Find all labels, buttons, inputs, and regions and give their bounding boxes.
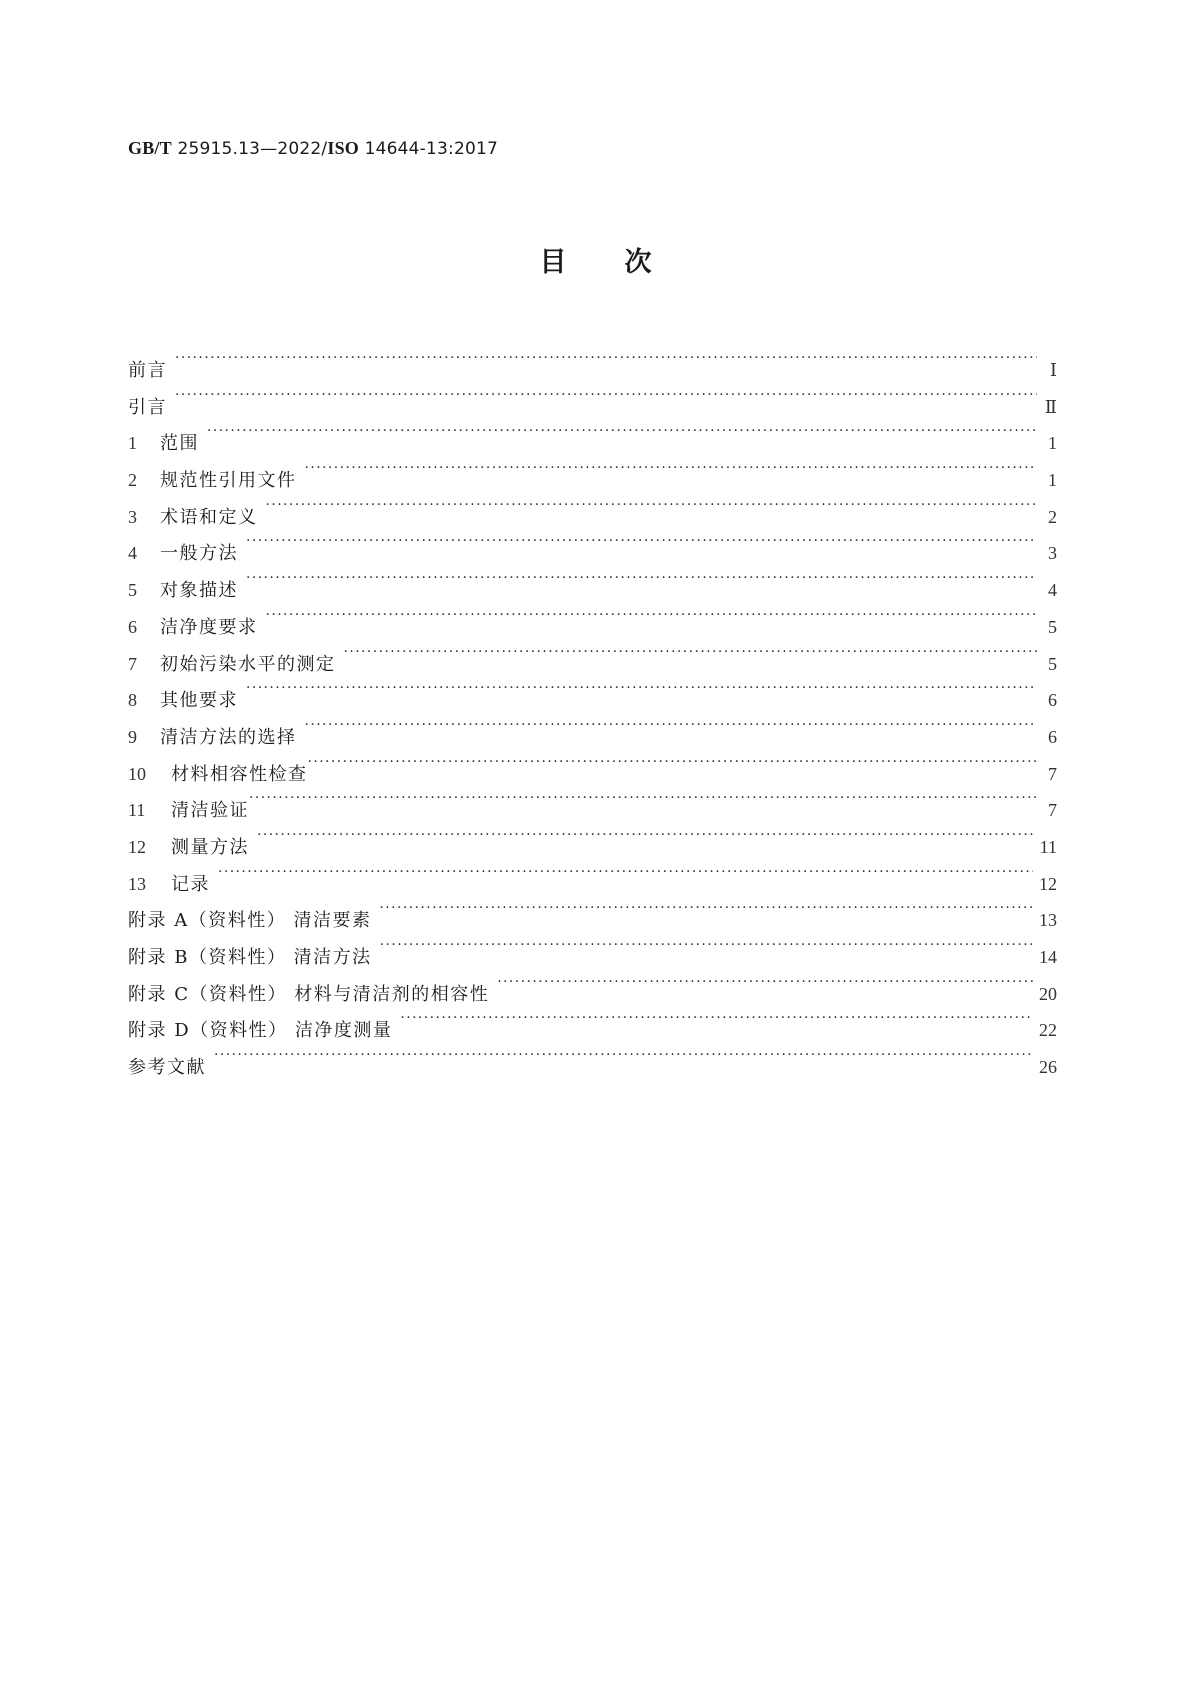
- toc-entry-number: 1: [128, 433, 137, 454]
- toc-entry-11[interactable]: [128, 780, 1057, 822]
- toc-entry-label: 附录 D（资料性） 洁净度测量: [128, 1020, 393, 1042]
- dot-leader: [305, 450, 1038, 486]
- toc-entry-number: 12: [128, 836, 146, 857]
- toc-entry-page: 11: [1039, 836, 1057, 857]
- dot-leader: [246, 670, 1037, 706]
- dot-leader: [344, 634, 1038, 670]
- toc-entry-label: 洁净度要求: [160, 616, 258, 638]
- toc-entry-page: 6: [1048, 726, 1057, 747]
- toc-entry-label: 材料相容性检查: [171, 763, 308, 785]
- dot-leader: [379, 890, 1033, 926]
- toc-entry-page: 7: [1048, 763, 1057, 784]
- toc-entry-label: 附录 B（资料性） 清洁方法: [128, 947, 372, 968]
- dot-leader: [400, 1000, 1033, 1036]
- document-header: [128, 138, 498, 159]
- dot-leader: [308, 744, 1038, 780]
- toc-entry-number: 10: [128, 763, 146, 784]
- toc-entry-1[interactable]: [128, 413, 1057, 455]
- dot-leader: [214, 1037, 1033, 1073]
- dot-leader: [305, 707, 1038, 743]
- toc-entry-3[interactable]: [128, 487, 1057, 528]
- toc-entry-number: 11: [128, 800, 146, 821]
- toc-entry-page: 7: [1048, 800, 1057, 821]
- toc-entry-label: 术语和定义: [160, 506, 258, 528]
- standard-number: 25915.13—2022/: [177, 139, 328, 159]
- toc-entry-page: 5: [1048, 616, 1057, 637]
- toc-entry-label: 清洁验证: [171, 800, 249, 822]
- toc-entry-label: 清洁方法的选择: [160, 726, 297, 748]
- toc-entry-page: 1: [1048, 433, 1057, 454]
- toc-entry-page: 26: [1039, 1057, 1057, 1078]
- toc-entry-label: 记录: [171, 873, 210, 895]
- toc-entry-page: 1: [1048, 470, 1057, 491]
- dot-leader: [246, 560, 1037, 596]
- iso-code: ISO: [327, 138, 359, 158]
- dot-leader: [218, 854, 1033, 890]
- toc-entry-6[interactable]: [128, 597, 1057, 638]
- toc-entry-label: 附录 C（资料性） 材料与清洁剂的相容性: [128, 983, 490, 1005]
- toc-entry-13[interactable]: [128, 854, 1057, 895]
- toc-entry-label: 参考文献: [128, 1057, 206, 1079]
- toc-entry-number: 4: [128, 543, 137, 564]
- page-title: 目次: [539, 247, 710, 278]
- iso-number: 14644-13:2017: [364, 139, 499, 159]
- toc-entry-page: Ⅰ: [1049, 360, 1057, 380]
- toc-entry-page: 2: [1048, 506, 1057, 527]
- dot-leader: [380, 927, 1033, 963]
- toc-entry-page: 20: [1039, 983, 1057, 1004]
- toc-entry-8[interactable]: [128, 670, 1057, 712]
- dot-leader: [246, 523, 1037, 559]
- table-of-contents: [128, 340, 1057, 1079]
- toc-entry-page: Ⅱ: [1044, 396, 1057, 417]
- standard-code: GB/T: [128, 138, 172, 158]
- toc-entry-number: 7: [128, 653, 137, 674]
- toc-entry-label: 规范性引用文件: [160, 470, 297, 492]
- dot-leader: [249, 780, 1037, 816]
- dot-leader: [266, 597, 1038, 633]
- toc-entry-label: 一般方法: [160, 543, 238, 565]
- toc-entry-number: 5: [128, 580, 137, 601]
- toc-entry-label: 引言: [128, 396, 167, 418]
- toc-entry-number: 8: [128, 690, 137, 711]
- toc-entry-number: 13: [128, 873, 146, 894]
- toc-entry-2[interactable]: [128, 450, 1057, 492]
- toc-entry-page: 3: [1048, 543, 1057, 564]
- toc-entry-introduction[interactable]: [128, 377, 1057, 418]
- toc-entry-bibliography[interactable]: [128, 1037, 1057, 1079]
- toc-entry-label: 初始污染水平的测定: [160, 653, 336, 675]
- toc-entry-page: 14: [1039, 947, 1057, 967]
- toc-entry-number: 6: [128, 616, 137, 637]
- toc-entry-number: 9: [128, 726, 137, 747]
- toc-entry-foreword[interactable]: [128, 340, 1057, 381]
- toc-entry-number: 3: [128, 506, 137, 527]
- toc-entry-9[interactable]: [128, 707, 1057, 748]
- toc-entry-5[interactable]: [128, 560, 1057, 602]
- dot-leader: [497, 964, 1033, 1000]
- toc-entry-label: 测量方法: [171, 836, 249, 858]
- toc-entry-label: 前言: [128, 360, 167, 381]
- toc-entry-annex-a[interactable]: [128, 890, 1057, 932]
- toc-entry-page: 22: [1039, 1020, 1057, 1041]
- toc-entry-12[interactable]: [128, 817, 1057, 858]
- dot-leader: [175, 377, 1037, 413]
- toc-entry-number: 2: [128, 470, 137, 491]
- toc-entry-label: 其他要求: [160, 690, 238, 712]
- toc-entry-page: 6: [1048, 690, 1057, 711]
- toc-entry-page: 4: [1048, 580, 1057, 601]
- dot-leader: [257, 817, 1034, 853]
- toc-entry-4[interactable]: [128, 523, 1057, 565]
- toc-entry-page: 5: [1048, 653, 1057, 674]
- toc-entry-label: 附录 A（资料性） 清洁要素: [128, 910, 372, 932]
- toc-entry-page: 13: [1039, 910, 1057, 931]
- toc-entry-label: 对象描述: [160, 580, 238, 602]
- toc-entry-label: 范围: [160, 433, 199, 455]
- dot-leader: [207, 413, 1037, 449]
- toc-entry-page: 12: [1039, 873, 1057, 894]
- toc-entry-7[interactable]: [128, 634, 1057, 675]
- dot-leader: [266, 487, 1038, 523]
- dot-leader: [175, 340, 1037, 376]
